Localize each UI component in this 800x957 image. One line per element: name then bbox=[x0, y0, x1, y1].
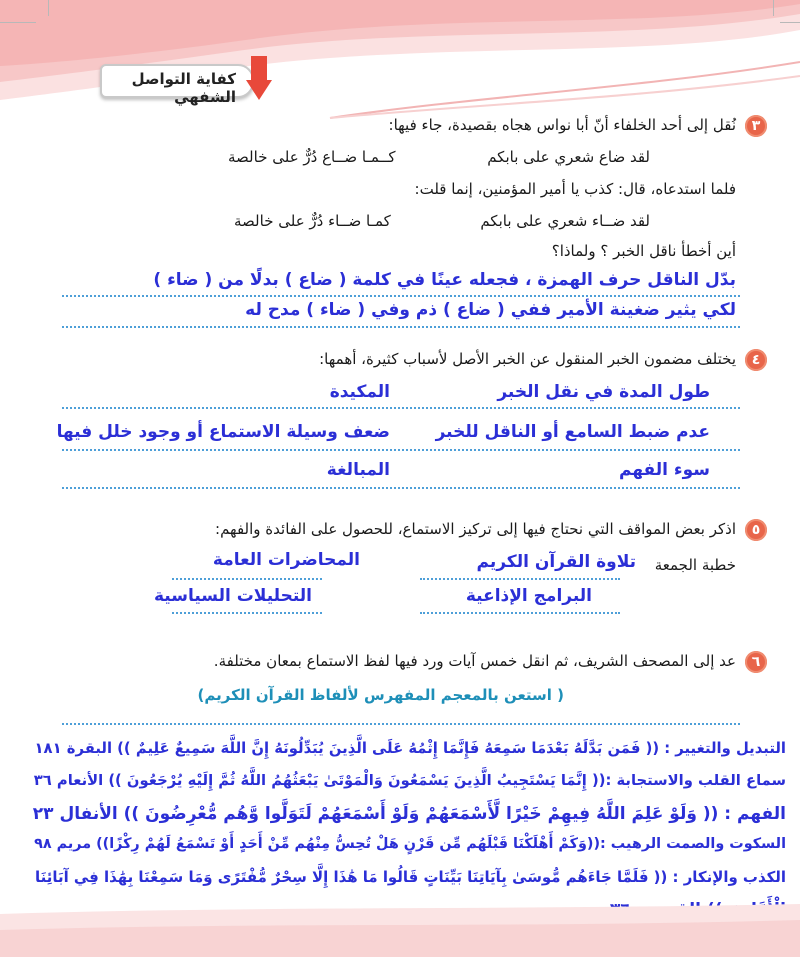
q3-answer-line1: بدّل الناقل حرف الهمزة ، فجعله عينًا في كلمة ( ضاع ) بدلًا من ( ضاء ) bbox=[153, 270, 736, 290]
q3-verse2-left: كمـا ضــاء دُرٌّ على خالصة bbox=[234, 212, 391, 230]
q3-prompt: نُقل إلى أحد الخلفاء أنّ أبا نواس هجاه بقصيدة، جاء فيها: bbox=[388, 116, 736, 134]
q3-narration: فلما استدعاه، قال: كذب يا أمير المؤمنين، إنما قلت: bbox=[414, 180, 736, 198]
situation-item: التحليلات السياسية bbox=[154, 586, 312, 606]
quran-verse: الكذب والإنكار : (( فَلَمَّا جَاءَهُم مُّوسَىٰ بِآيَاتِنَا بَيِّنَاتٍ قَالُوا مَا هَٰذَا إِلَّا سِحْرٌ مُّفْتَرًى وَمَا سَمِعْنَا بِهَٰذَا فِي آبَائِنَا bbox=[35, 868, 786, 886]
situation-item: المحاضرات العامة bbox=[212, 550, 360, 570]
q3-verse1-right: لقد ضاع شعري على بابكم bbox=[487, 148, 650, 166]
q3-verse2-right: لقد ضــاء شعري على بابكم bbox=[480, 212, 650, 230]
reason-item: طول المدة في نقل الخبر bbox=[497, 382, 710, 402]
quran-verse: السكوت والصمت الرهيب :((وَكَمْ أَهْلَكْنَا قَبْلَهُم مِّن قَرْنٍ هَلْ تُحِسُّ مِنْهُم مِّنْ أَحَدٍ أَوْ تَسْمَعُ لَهُمْ رِكْزًا)) مريم ٩٨ bbox=[34, 836, 786, 852]
q5-prompt: اذكر بعض المواقف التي نحتاج فيها إلى تركيز الاستماع، للحصول على الفائدة والفهم: bbox=[215, 520, 736, 538]
answer-line bbox=[62, 487, 740, 489]
reason-item: ضعف وسيلة الاستماع أو وجود خلل فيها bbox=[56, 422, 390, 442]
answer-line bbox=[172, 612, 322, 614]
q6-hint: ( استعن بالمعجم المفهرس لألفاظ القرآن الكريم) bbox=[197, 686, 564, 704]
question-number-6: ٦ bbox=[745, 651, 767, 673]
q3-answer-line2: لكي يثير ضغينة الأمير ففي ( ضاع ) ذم وفي ( ضاء ) مدح له bbox=[245, 300, 736, 320]
quran-verse: سماع القلب والاستجابة :(( إِنَّمَا يَسْتَجِيبُ الَّذِينَ يَسْمَعُونَ وَالْمَوْتَىٰ يَبْعَثُهُمُ اللَّهُ ثُمَّ إِلَيْهِ يُرْجَعُونَ )) الأنعام ٣٦ bbox=[33, 772, 786, 789]
reason-item: سوء الفهم bbox=[619, 460, 710, 480]
answer-line bbox=[62, 326, 740, 328]
q3-verse1-left: كــمـا ضــاع دُرٌّ على خالصة bbox=[228, 148, 396, 166]
q5-given-item: خطبة الجمعة bbox=[654, 556, 736, 574]
reason-item: المكيدة bbox=[329, 382, 390, 402]
situation-item: البرامج الإذاعية bbox=[465, 586, 592, 606]
quran-verse: التبديل والتغيير : (( فَمَن بَدَّلَهُ بَعْدَمَا سَمِعَهُ فَإِنَّمَا إِثْمُهُ عَلَى الَّذِينَ يُبَدِّلُونَهُ إِنَّ اللَّهَ سَمِيعٌ عَلِيمٌ )) البقرة ١٨١ bbox=[34, 740, 786, 757]
down-arrow-icon bbox=[246, 56, 272, 100]
situation-item: تلاوة القرآن الكريم bbox=[476, 552, 636, 572]
answer-line bbox=[62, 407, 740, 409]
section-title: كفاية التواصل الشفهي bbox=[131, 70, 236, 106]
answer-line bbox=[62, 295, 740, 297]
footer-wave-decoration bbox=[0, 900, 800, 957]
reason-item: المبالغة bbox=[326, 460, 390, 480]
q4-prompt: يختلف مضمون الخبر المنقول عن الخبر الأصل لأسباب كثيرة، أهمها: bbox=[319, 350, 736, 368]
q6-prompt: عد إلى المصحف الشريف، ثم انقل خمس آيات ورد فيها لفظ الاستماع بمعان مختلفة. bbox=[213, 652, 736, 670]
question-number-3: ٣ bbox=[745, 115, 767, 137]
q3-question: أين أخطأ ناقل الخبر ؟ ولماذا؟ bbox=[551, 242, 736, 260]
answer-line bbox=[420, 612, 620, 614]
answer-line bbox=[62, 723, 740, 725]
answer-line bbox=[420, 578, 620, 580]
answer-line bbox=[172, 578, 322, 580]
question-number-4: ٤ bbox=[745, 349, 767, 371]
reason-item: عدم ضبط السامع أو الناقل للخبر bbox=[435, 422, 710, 442]
quran-verse: الفهم : (( وَلَوْ عَلِمَ اللَّهُ فِيهِمْ خَيْرًا لَّأَسْمَعَهُمْ وَلَوْ أَسْمَعَهُمْ لَتَوَلَّوا وَّهُم مُّعْرِضُونَ )) الأنفال ٢٣ bbox=[32, 804, 786, 824]
question-number-5: ٥ bbox=[745, 519, 767, 541]
answer-line bbox=[62, 449, 740, 451]
